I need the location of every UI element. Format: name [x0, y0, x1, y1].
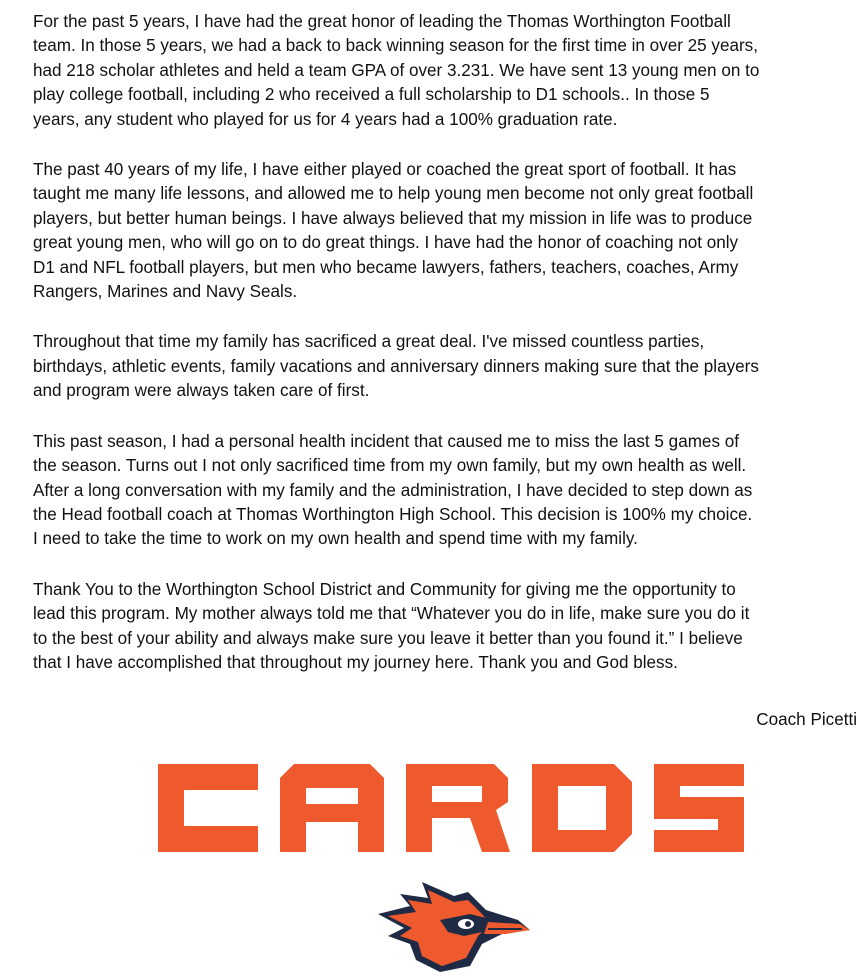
text-line: The past 40 years of my life, I have either played or coached the great sport of football. It has	[33, 160, 737, 180]
text-line: birthdays, athletic events, family vacations and anniversary dinners making sure that the players	[33, 356, 759, 376]
wordmark-letter-s	[654, 764, 744, 852]
text-line: and program were always taken care of first.	[33, 381, 370, 401]
text-line: lead this program. My mother always told me that “Whatever you do in life, make sure you do it	[33, 604, 750, 624]
text-line: D1 and NFL football players, but men who became lawyers, fathers, teachers, coaches, Army	[33, 257, 739, 277]
letter-body	[33, 10, 861, 675]
text-line: had 218 scholar athletes and held a team GPA of over 3.231. We have sent 13 young men on to	[33, 60, 760, 80]
paragraph-2	[33, 158, 861, 304]
pupil	[465, 921, 471, 927]
text-line: After a long conversation with my family and the administration, I have decided to step down as	[33, 480, 753, 500]
cardinal-head-icon	[370, 878, 535, 974]
text-line: to the best of your ability and always make sure you leave it better than you found it.” I believe	[33, 628, 743, 648]
text-line: that I have accomplished that throughout my journey here. Thank you and God bless.	[33, 652, 678, 672]
text-line: players, but better human beings. I have always believed that my mission in life was to produce	[33, 208, 753, 228]
text-line: taught me many life lessons, and allowed me to help young men become not only great football	[33, 184, 754, 204]
text-line: great young men, who will go on to do great things. I have had the honor of coaching not only	[33, 233, 739, 253]
wordmark-letters	[158, 764, 744, 852]
paragraph-5	[33, 578, 861, 676]
text-line: team. In those 5 years, we had a back to back winning season for the first time in over 25 years,	[33, 36, 758, 56]
wordmark-letter-a	[280, 764, 384, 852]
text-line: years, any student who played for us for 4 years had a 100% graduation rate.	[33, 109, 618, 129]
text-line: play college football, including 2 who received a full scholarship to D1 schools.. In those 5	[33, 85, 710, 105]
paragraph-3	[33, 330, 861, 403]
paragraph-1	[33, 10, 861, 132]
text-line: Throughout that time my family has sacrificed a great deal. I've missed countless parties,	[33, 332, 705, 352]
text-line: Rangers, Marines and Navy Seals.	[33, 282, 298, 302]
text-line: For the past 5 years, I have had the great honor of leading the Thomas Worthington Football	[33, 12, 731, 31]
text-line: I need to take the time to work on my own health and spend time with my family.	[33, 529, 638, 549]
signature: Coach Picetti	[756, 710, 857, 729]
text-line: Thank You to the Worthington School District and Community for giving me the opportunity to	[33, 579, 736, 599]
wordmark-letter-r	[406, 764, 510, 852]
cards-wordmark-logo	[158, 764, 744, 852]
paragraph-4	[33, 430, 861, 552]
wordmark-letter-c	[158, 764, 258, 852]
wordmark-letter-d	[532, 764, 632, 852]
text-line: the Head football coach at Thomas Worthington High School. This decision is 100% my choice.	[33, 504, 753, 524]
text-line: the season. Turns out I not only sacrificed time from my own family, but my own health as well.	[33, 456, 747, 476]
text-line: This past season, I had a personal health incident that caused me to miss the last 5 games of	[33, 431, 739, 451]
